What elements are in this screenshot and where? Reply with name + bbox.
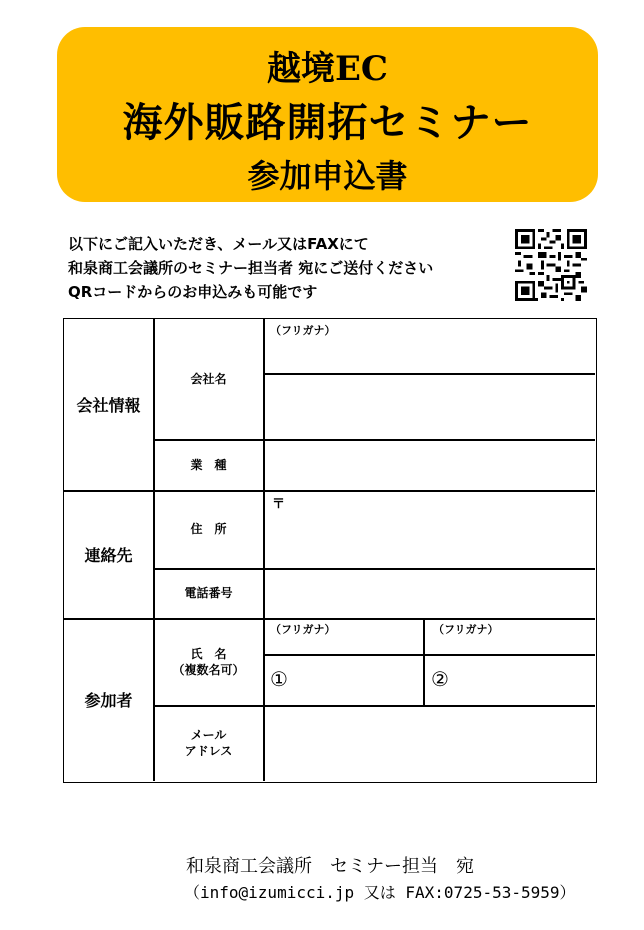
instructions-line-2: 和泉商工会議所のセミナー担当者 宛にご送付ください	[68, 259, 434, 277]
footer-recipient: 和泉商工会議所 セミナー担当 宛	[186, 856, 474, 877]
industry-field[interactable]	[265, 441, 595, 490]
company-furigana-label: （フリガナ）	[270, 324, 336, 337]
participant-1-number: ①	[270, 667, 288, 691]
title-banner	[57, 27, 598, 202]
email-label-line-1: メール	[190, 728, 227, 742]
footer-contact: （info@izumicci.jp 又は FAX:0725-53-5959）	[184, 883, 576, 902]
address-field[interactable]	[265, 492, 595, 568]
postal-mark: 〒	[272, 497, 286, 512]
phone-label: 電話番号	[184, 586, 233, 600]
company-furigana-field[interactable]	[265, 335, 595, 373]
section-contact: 連絡先	[84, 545, 133, 565]
participant-1-furigana-label: （フリガナ）	[270, 623, 336, 636]
company-name-label: 会社名	[190, 372, 227, 386]
qr-code-icon[interactable]	[515, 229, 587, 301]
company-name-field[interactable]	[265, 375, 595, 439]
participant-1-name-field[interactable]	[265, 656, 423, 705]
participant-name-label	[154, 618, 263, 705]
participant-2-number: ②	[431, 667, 449, 691]
title-line-2: 海外販路開拓セミナー	[122, 99, 533, 146]
participant-2-furigana-field[interactable]	[425, 620, 595, 654]
section-participant: 参加者	[84, 691, 133, 710]
email-label	[154, 705, 263, 781]
email-label-line-2: アドレス	[184, 744, 233, 758]
phone-field[interactable]	[265, 570, 595, 618]
title-line-1: 越境EC	[267, 49, 388, 89]
instructions-line-3: QRコードからのお申込みも可能です	[68, 283, 318, 301]
industry-label: 業 種	[190, 457, 227, 472]
email-field[interactable]	[265, 707, 595, 781]
participant-name-label-line-1: 氏 名	[190, 646, 227, 661]
application-form	[63, 318, 597, 783]
title-line-3: 参加申込書	[247, 157, 408, 195]
participant-name-label-line-2: （複数名可）	[172, 662, 245, 677]
participant-1-furigana-field[interactable]	[265, 620, 423, 654]
section-company-info: 会社情報	[76, 396, 141, 415]
address-label: 住 所	[190, 522, 227, 536]
instructions-line-1: 以下にご記入いただき、メール又はFAXにて	[68, 235, 369, 253]
instructions	[68, 232, 433, 304]
participant-2-name-field[interactable]	[425, 656, 595, 705]
participant-2-furigana-label: （フリガナ）	[433, 623, 499, 636]
